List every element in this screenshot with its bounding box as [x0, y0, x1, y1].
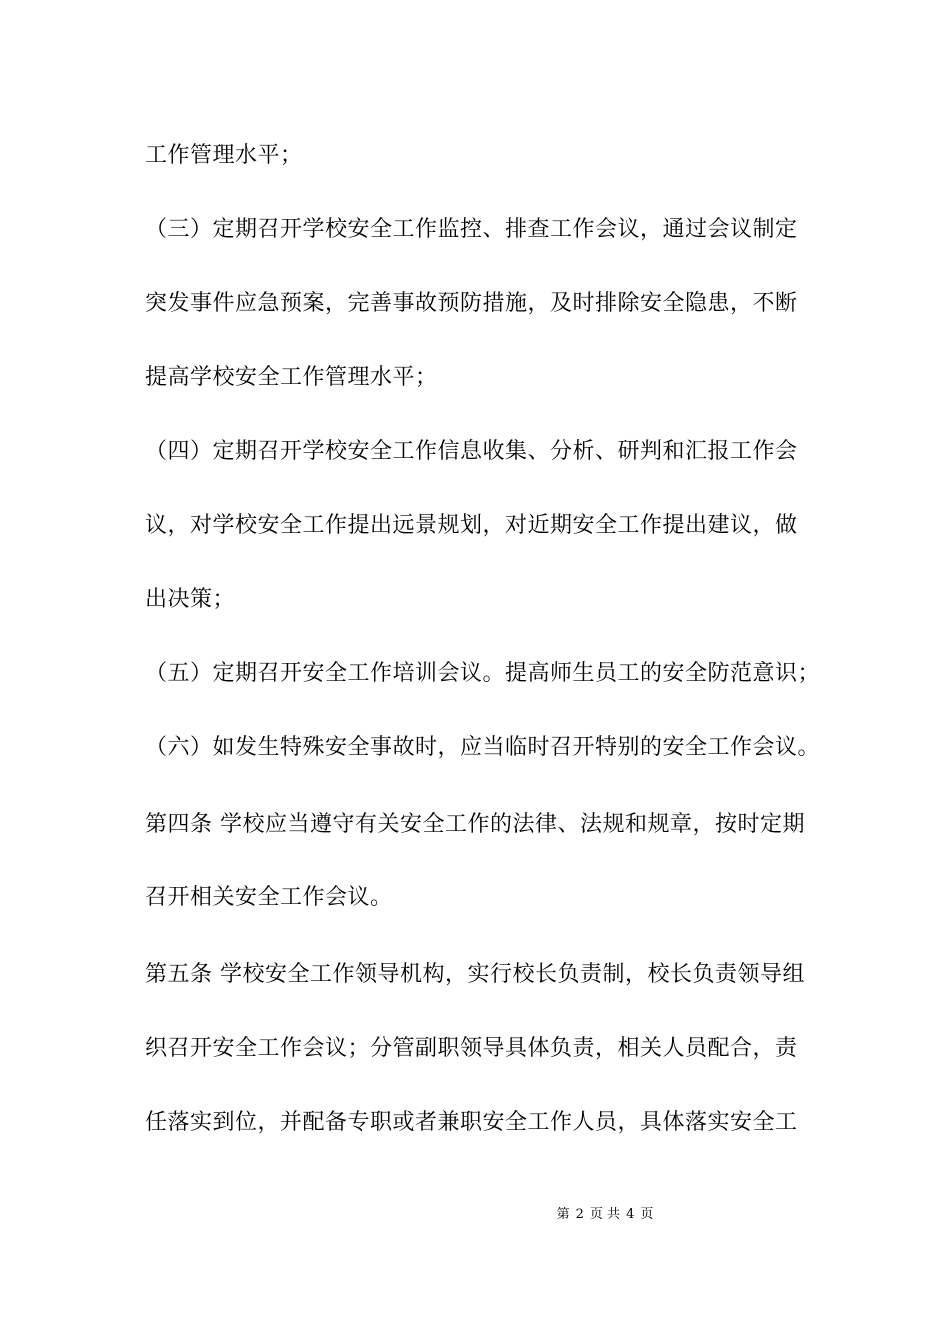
body-line-5: （四）定期召开学校安全工作信息收集、分析、研判和汇报工作会 [145, 439, 798, 464]
body-line-12: 第五条 学校安全工作领导机构，实行校长负责制，校长负责领导组 [145, 962, 805, 987]
body-line-1: 工作管理水平； [145, 143, 303, 168]
body-line-6: 议，对学校安全工作提出远景规划，对近期安全工作提出建议，做 [145, 513, 798, 538]
page-number-footer [0, 1206, 950, 1224]
total-pages-number: 4 [626, 1207, 635, 1222]
body-line-4: 提高学校安全工作管理水平； [145, 365, 438, 390]
page-label-mid: 页 共 [589, 1207, 621, 1222]
current-page-number: 2 [575, 1207, 584, 1222]
body-line-13: 织召开安全工作会议；分管副职领导具体负责，相关人员配合，责 [145, 1036, 798, 1061]
body-line-10: 第四条 学校应当遵守有关安全工作的法律、法规和规章，按时定期 [145, 812, 805, 837]
body-line-3: 突发事件应急预案，完善事故预防措施，及时排除安全隐患，不断 [145, 291, 798, 316]
body-line-14: 任落实到位，并配备专职或者兼职安全工作人员，具体落实安全工 [145, 1110, 798, 1135]
body-line-9: （六）如发生特殊安全事故时，应当临时召开特别的安全工作会议。 [145, 735, 821, 760]
page-label-prefix: 第 [556, 1207, 570, 1222]
body-line-8: （五）定期召开安全工作培训会议。提高师生员工的安全防范意识； [145, 661, 821, 686]
page-label-suffix: 页 [640, 1207, 654, 1222]
body-line-2: （三）定期召开学校安全工作监控、排查工作会议，通过会议制定 [145, 217, 798, 242]
body-line-11: 召开相关安全工作会议。 [145, 885, 393, 910]
body-line-7: 出决策； [145, 587, 236, 612]
